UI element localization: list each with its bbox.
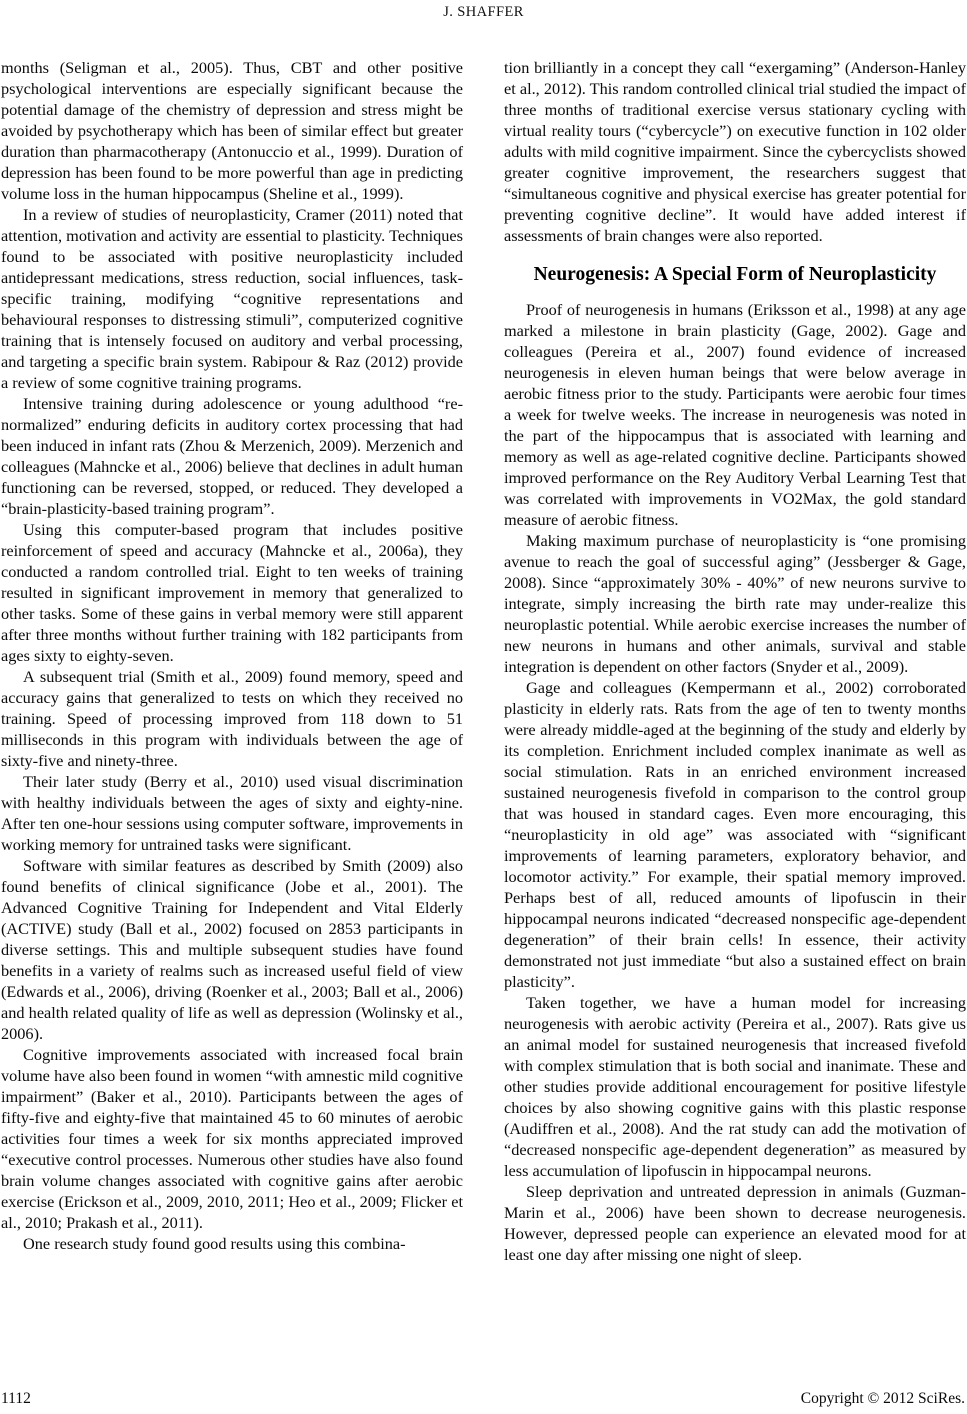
copyright-notice: Copyright © 2012 SciRes. <box>800 1390 965 1407</box>
body-paragraph: Sleep deprivation and untreated depression in animals (Guzman-Marin et al., 2006) have been shown to decrease neurogenesis. However, depressed people can experience an elevated mood for at least one day after missing one night of sleep. <box>504 1182 966 1264</box>
section-heading: Neurogenesis: A Special Form of Neuroplasticity <box>533 264 937 285</box>
body-paragraph: In a review of studies of neuroplasticity, Cramer (2011) noted that attention, motivation and activity are essential to plasticity. Techniques found to be associated with positive neuroplasticity included antidepressant medications, stress reduction, social influences, task-specific training, modifying “cognitive representations and behavioural responses to distressing stimuli”, computerized cognitive training that is intensely focused on auditory and verbal processing, and targeting a specific brain system. Rabipour & Raz (2012) provide a review of some cognitive training programs. <box>1 205 463 392</box>
body-paragraph: tion brilliantly in a concept they call “exergaming” (Anderson-Hanley et al., 2012). This random controlled clinical trial studied the impact of three months of traditional exercise versus stationary cycling with virtual reality tours (“cybercycle”) on executive function in 102 older adults with mild cognitive impairment. Since the cybercyclists showed greater cognitive improvement, the researchers suggest that “simultaneous cognitive and physical exercise has greater potential for preventing cognitive decline”. It would have added interest if assessments of brain changes were also reported. <box>504 58 966 245</box>
body-paragraph: Intensive training during adolescence or young adulthood “re-normalized” enduring deficits in auditory cortex processing that had been induced in infant rats (Zhou & Merzenich, 2009). Merzenich and colleagues (Mahncke et al., 2006) believe that declines in adult human functioning can be reversed, stopped, or reduced. They developed a “brain-plasticity-based training program”. <box>1 394 463 518</box>
right-column <box>504 57 966 1265</box>
body-paragraph: Software with similar features as described by Smith (2009) also found benefits of clinical significance (Jobe et al., 2001). The Advanced Cognitive Training for Independent and Vital Elderly (ACTIVE) study (Ball et al., 2002) focused on 2853 participants in diverse settings. This and multiple subsequent studies have found benefits in a variety of realms such as increased useful field of view (Edwards et al., 2006), driving (Roenker et al., 2003; Ball et al., 2006) and health related quality of life as well as depression (Wolinsky et al., 2006). <box>1 856 463 1043</box>
body-paragraph: Using this computer-based program that includes positive reinforcement of speed and accuracy (Mahncke et al., 2006a), they conducted a random controlled trial. Eight to ten weeks of training resulted in significant improvement in memory that generalized to other tasks. Some of these gains in verbal memory were still apparent after three months without further training with 182 participants from ages sixty to eighty-seven. <box>1 520 463 665</box>
two-column-body <box>1 57 966 1265</box>
left-column <box>1 57 463 1265</box>
body-paragraph: months (Seligman et al., 2005). Thus, CBT and other positive psychological interventions are especially significant because the potential damage of the chemistry of depression and stress might be avoided by psychotherapy which has been of similar effect but greater duration than pharmacotherapy (Antonuccio et al., 1999). Duration of depression has been found to be more powerful than age in predicting volume loss in the human hippocampus (Sheline et al., 1999). <box>1 58 463 203</box>
body-paragraph: Their later study (Berry et al., 2010) used visual discrimination with healthy individuals between the ages of sixty and eighty-nine. After ten one-hour sessions using computer software, improvements in working memory for untrained tasks were significant. <box>1 772 463 854</box>
body-paragraph: Proof of neurogenesis in humans (Eriksson et al., 1998) at any age marked a milestone in brain plasticity (Gage, 2002). Gage and colleagues (Pereira et al., 2007) found evidence of increased neurogenesis in eleven human beings that were below average in aerobic fitness prior to the study. Participants were aerobic four times a week for twelve weeks. The increase in neurogenesis was noted in the part of the hippocampus that is associated with learning and memory as well as age-related cognitive decline. Participants showed improved performance on the Rey Auditory Verbal Learning Test that was correlated with improvements in VO2Max, the gold standard measure of aerobic fitness. <box>504 300 966 529</box>
running-head: J. SHAFFER <box>443 4 524 20</box>
body-paragraph: A subsequent trial (Smith et al., 2009) found memory, speed and accuracy gains that generalized to tests on which they received no training. Speed of processing improved from 118 down to 51 milliseconds in this program with individuals between the age of sixty-five and ninety-three. <box>1 667 463 770</box>
body-paragraph: Making maximum purchase of neuroplasticity is “one promising avenue to reach the goal of successful aging” (Jessberger & Gage, 2008). Since “approximately 30% - 40%” of new neurons survive to integrate, simply increasing the birth rate may under-realize this neuroplastic potential. While aerobic exercise increases the number of new neurons in humans and other animals, survival and stable integration is dependent on other factors (Snyder et al., 2009). <box>504 531 966 676</box>
body-paragraph: Gage and colleagues (Kempermann et al., 2002) corroborated plasticity in elderly rats. Rats from the age of ten to twenty months were already middle-aged at the beginning of the study and elderly by its completion. Enrichment included complex inanimate as well as social stimulation. Rats in an enriched environment increased sustained neurogenesis fivefold in comparison to the control group that was housed in standard cages. Even more encouraging, this “neuroplasticity in old age” was associated with “significant improvements of learning parameters, exploratory behavior, and locomotor activity.” For example, their spatial memory improved. Perhaps best of all, reduced amounts of lipofuscin in their hippocampal neurons indicated “decreased nonspecific age-dependent degeneration” of their brain cells! In essence, their activity demonstrated not just immediate “but also a sustained effect on brain plasticity”. <box>504 678 966 991</box>
body-paragraph: Cognitive improvements associated with increased focal brain volume have also been found in women “with amnestic mild cognitive impairment” (Baker et al., 2010). Participants between the ages of fifty-five and eighty-five that maintained 45 to 60 minutes of aerobic activities four times a week for six months appreciated improved “executive control processes. Numerous other studies have also found brain volume changes associated with cognitive gains after aerobic exercise (Erickson et al., 2009, 2010, 2011; Heo et al., 2009; Flicker et al., 2010; Prakash et al., 2011). <box>1 1045 463 1232</box>
body-paragraph: One research study found good results using this combina- <box>23 1234 406 1253</box>
page-number: 1112 <box>1 1390 31 1407</box>
body-paragraph: Taken together, we have a human model for increasing neurogenesis with aerobic activity (Pereira et al., 2007). Rats give us an animal model for sustained neurogenesis that increased fivefold with complex stimulation that is both social and inanimate. These and other studies provide additional encouragement for positive lifestyle choices by also showing cognitive gains with this plastic response (Audiffren et al., 2008). And the rat study can add the motivation of “decreased nonspecific age-dependent degeneration” as measured by less accumulation of lipofuscin in hippocampal neurons. <box>504 993 966 1180</box>
